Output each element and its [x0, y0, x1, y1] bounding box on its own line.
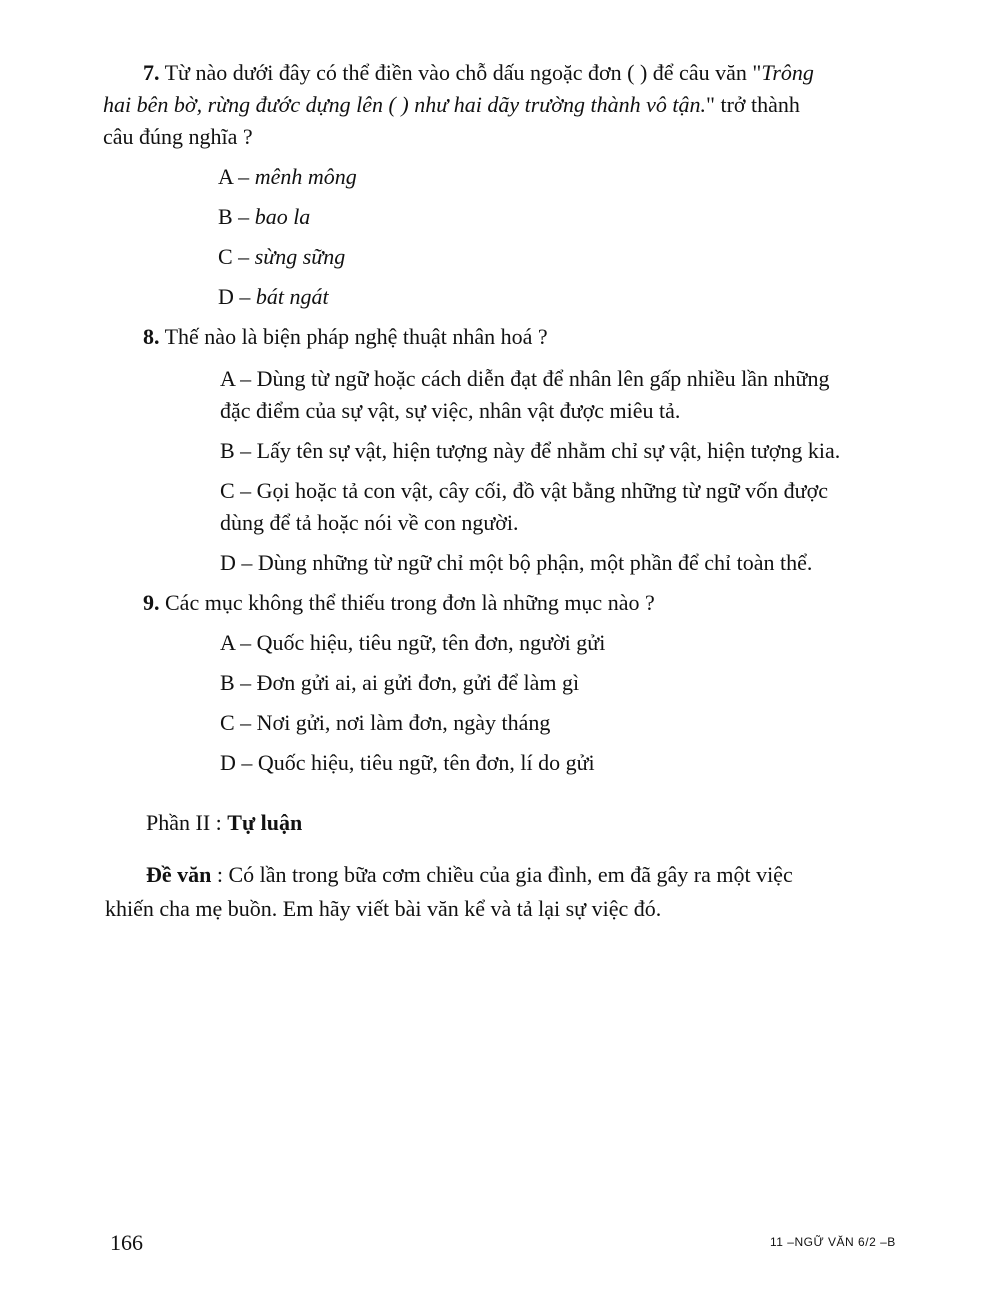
- part-2-title: Tự luận: [227, 810, 303, 835]
- q8-question: [143, 322, 548, 352]
- footer-signature: 11 –NGỮ VĂN 6/2 –B: [770, 1235, 896, 1249]
- q8-option-c-line-2: dùng để tả hoặc nói về con người.: [220, 510, 519, 535]
- part-2-heading: [146, 808, 302, 838]
- q8-option-a-line-1: A – Dùng từ ngữ hoặc cách diễn đạt để nhân lên gấp nhiều lần những: [220, 366, 830, 391]
- q7-option-c: [218, 242, 345, 272]
- q9-number: 9.: [143, 590, 160, 615]
- q7-option-a: [218, 162, 357, 192]
- q7-line-2: [103, 90, 800, 120]
- q8-option-a-line-2: đặc điểm của sự vật, sự việc, nhân vật được miêu tả.: [220, 398, 681, 423]
- q7-line-3: câu đúng nghĩa ?: [103, 124, 253, 149]
- q9-question: [143, 588, 655, 618]
- q7-text-2: " trở thành: [706, 92, 800, 117]
- essay-line-2: khiến cha mẹ buồn. Em hãy viết bài văn kể và tả lại sự việc đó.: [105, 896, 662, 921]
- q7-option-d-prefix: D –: [218, 284, 256, 309]
- q9-option-c: C – Nơi gửi, nơi làm đơn, ngày tháng: [220, 710, 551, 735]
- q7-option-b: [218, 202, 310, 232]
- q8-option-c-line-1: C – Gọi hoặc tả con vật, cây cối, đồ vật bằng những từ ngữ vốn được: [220, 478, 828, 503]
- q7-text-1: Từ nào dưới đây có thể điền vào chỗ dấu ngoặc đơn ( ) để câu văn ": [159, 60, 762, 85]
- q7-option-d: [218, 282, 329, 312]
- q7-italic-1: Trông: [761, 60, 814, 85]
- q7-line-1: [143, 58, 814, 88]
- q7-option-a-text: mênh mông: [254, 164, 357, 189]
- q8-number: 8.: [143, 324, 160, 349]
- q7-italic-2: hai bên bờ, rừng đước dựng lên ( ) như hai dãy trường thành vô tận.: [103, 92, 706, 117]
- q7-option-a-prefix: A –: [218, 164, 255, 189]
- q9-option-b: B – Đơn gửi ai, ai gửi đơn, gửi để làm gì: [220, 670, 580, 695]
- part-2-label: Phần II :: [146, 810, 228, 835]
- q7-option-c-text: sừng sững: [254, 244, 346, 269]
- q9-option-a: A – Quốc hiệu, tiêu ngữ, tên đơn, người gửi: [220, 630, 606, 655]
- essay-label: Đề văn: [146, 862, 212, 887]
- q7-option-b-text: bao la: [254, 204, 311, 229]
- essay-text-1: : Có lần trong bữa cơm chiều của gia đình, em đã gây ra một việc: [211, 862, 793, 887]
- essay-line-1: [146, 860, 793, 890]
- q7-option-b-prefix: B –: [218, 204, 255, 229]
- q8-option-b: B – Lấy tên sự vật, hiện tượng này để nhằm chỉ sự vật, hiện tượng kia.: [220, 438, 841, 463]
- q7-option-d-text: bát ngát: [255, 284, 329, 309]
- q7-number: 7.: [143, 60, 160, 85]
- q8-text: Thế nào là biện pháp nghệ thuật nhân hoá ?: [159, 324, 548, 349]
- q8-option-d: D – Dùng những từ ngữ chỉ một bộ phận, một phần để chỉ toàn thể.: [220, 550, 813, 575]
- q9-option-d: D – Quốc hiệu, tiêu ngữ, tên đơn, lí do gửi: [220, 750, 595, 775]
- q7-option-c-prefix: C –: [218, 244, 255, 269]
- q9-text: Các mục không thể thiếu trong đơn là những mục nào ?: [159, 590, 655, 615]
- page-number: 166: [110, 1230, 143, 1255]
